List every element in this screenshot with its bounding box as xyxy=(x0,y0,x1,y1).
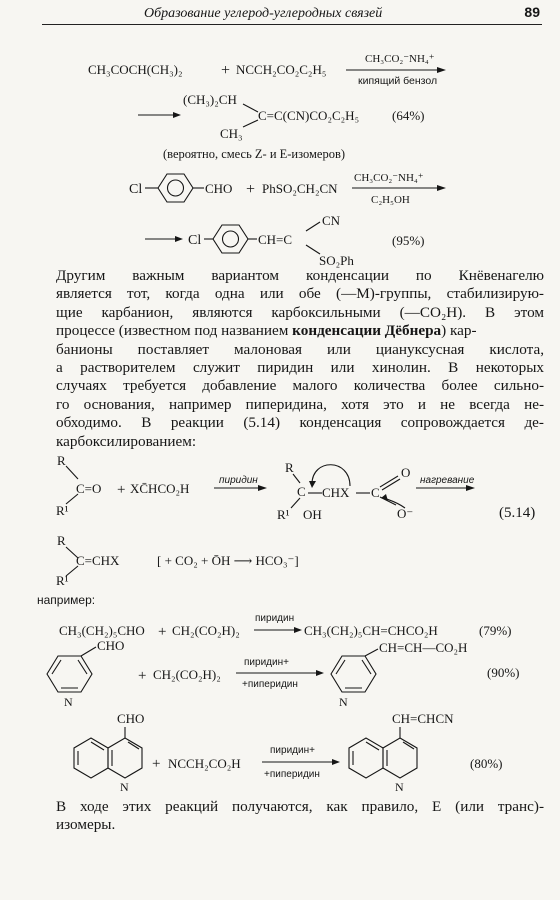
paragraph-line: карбоксилированием: xyxy=(56,432,197,450)
quinoline-nitrogen-product: N xyxy=(395,780,404,794)
quinoline-pyridine-ring xyxy=(108,738,142,778)
malonic-acid: CH₂(CO₂H)₂ xyxy=(172,623,240,638)
paragraph-line: обходимо. В реакции (5.14) конденсация сопровождается де- xyxy=(56,414,544,432)
reaction-scheme-2 xyxy=(0,168,560,268)
hydroxyl: OH xyxy=(303,507,322,522)
plus-sign: + xyxy=(221,62,231,79)
examples-scheme xyxy=(0,605,560,795)
alkene-product: C=CHX xyxy=(76,553,120,568)
r-group: R xyxy=(57,453,66,468)
paragraph-line: В ходе этих реакций получаются, как правило, E (или транс)- xyxy=(56,798,544,815)
plus-sign: + xyxy=(158,624,167,640)
product-methyl: CH₃ xyxy=(220,126,243,141)
vinyl-linkage: CH=C xyxy=(258,232,293,247)
cyanoacetic-acid: NCCH₂CO₂H xyxy=(168,756,241,771)
yield: (95%) xyxy=(392,233,425,248)
arrow-label-pyridine: пиридин xyxy=(219,475,258,486)
reactant-cyanoacetate: NCCH₂CO₂C₂H₅ xyxy=(236,62,327,77)
examples-label: например: xyxy=(37,593,96,607)
paragraph-line: го основания, например пиперидина, хотя это и не всегда не- xyxy=(56,395,544,413)
paragraph-line: является тот, когда одна или обе (—M)-группы, стабилизирую- xyxy=(56,285,544,303)
quinoline-benzene-ring xyxy=(74,738,108,778)
reaction-scheme-1 xyxy=(0,40,560,165)
page-number: 89 xyxy=(524,4,540,20)
arrow-label-heating: нагревание xyxy=(420,475,475,486)
carbonyl-oxygen: O xyxy=(401,465,411,480)
r-group-product: R xyxy=(57,533,66,548)
arrow-label-piperidine: +пиперидин xyxy=(264,769,320,780)
ketone: C=O xyxy=(76,481,102,496)
carboxylate-carbon: C xyxy=(371,485,380,500)
acrylonitrile-chain: CH=CHCN xyxy=(392,711,454,726)
yield: (90%) xyxy=(487,665,520,680)
closing-paragraph xyxy=(56,798,544,835)
doebner-term: конденсации Дёбнера xyxy=(292,322,442,340)
arrow-label-piperidine: +пиперидин xyxy=(242,679,298,690)
condition-label: кипящий бензол xyxy=(358,75,438,87)
plus-sign: + xyxy=(138,668,147,684)
arrow-label-pyridine: пиридин+ xyxy=(244,657,289,668)
paragraph-line: банионы поставляет малоновая или циануксусная кислота, xyxy=(56,340,544,358)
product-alkene: C=C(CN)CO₂C₂H₅ xyxy=(258,108,360,123)
paragraph-line: щие карбанион, являются карбоксильными (—CO₂H). В этом xyxy=(56,303,544,321)
paragraph-line: а растворителем служит пиридин или хинолин. В некоторых xyxy=(56,359,544,377)
sulfonyl-acetonitrile: PhSO₂CH₂CN xyxy=(262,181,338,196)
nitrile-group: CN xyxy=(322,213,341,228)
phenylsulfonyl-group: SO₂Ph xyxy=(319,253,354,268)
carbanion-reagent: XC̄HCO₂H xyxy=(130,481,190,496)
benzene-ring-product xyxy=(213,225,248,253)
arrow-label-pyridine: пиридин xyxy=(255,613,295,624)
nonenoic-acid: CH₃(CH₂)₅CH=CHCO₂H xyxy=(304,623,438,638)
quinoline-benzene-ring-product xyxy=(349,738,383,778)
running-header xyxy=(42,4,542,25)
reactant-ketone: CH₃COCH(CH₃)₂ xyxy=(88,62,183,77)
chloro-label-product: Cl xyxy=(188,233,202,248)
aldehyde-group: CHO xyxy=(117,711,145,726)
pyridine-ring xyxy=(47,656,92,692)
paragraph-line: изомеры. xyxy=(56,816,116,834)
isomer-note: (вероятно, смесь Z- и E-изомеров) xyxy=(163,147,346,161)
yield: (79%) xyxy=(479,623,512,638)
solvent-label: C₂H₅OH xyxy=(371,194,410,206)
heptanal: CH₃(CH₂)₅CHO xyxy=(59,623,145,638)
product-isopropyl: (CH₃)₂CH xyxy=(183,92,237,107)
reagent-ammonium-acetate: CH₃CO₂⁻NH₄⁺ xyxy=(365,53,435,65)
arrow-label-pyridine: пиридин+ xyxy=(270,745,315,756)
aldehyde-group: CHO xyxy=(205,181,233,196)
plus-sign: + xyxy=(246,181,256,198)
quinoline-nitrogen: N xyxy=(120,780,129,794)
r1-group-product: R¹ xyxy=(56,573,69,588)
oxide-anion: O⁻ xyxy=(397,506,414,521)
pyridine-ring-product xyxy=(331,656,376,692)
pyridine-nitrogen: N xyxy=(64,695,73,709)
plus-sign: + xyxy=(152,756,161,772)
yield: (64%) xyxy=(392,108,425,123)
electron-arrow xyxy=(312,465,350,486)
malonic-acid: CH₂(CO₂H)₂ xyxy=(153,667,221,682)
plus-sign: + xyxy=(117,482,126,498)
pyridine-nitrogen-product: N xyxy=(339,695,348,709)
benzene-ring xyxy=(158,174,193,202)
aldehyde-group: CHO xyxy=(97,638,125,653)
paragraph-line: процессе (известном под названием конденсации Дёбнера) кар- xyxy=(56,322,477,340)
quinoline-pyridine-ring-product xyxy=(383,738,417,778)
reagent-ammonium-acetate: CH₃CO₂⁻NH₄⁺ xyxy=(354,172,424,184)
r-group-intermediate: R xyxy=(285,460,294,475)
chapter-title: Образование углерод-углеродных связей xyxy=(144,6,383,21)
yield: (80%) xyxy=(470,756,503,771)
body-paragraph xyxy=(56,267,544,451)
r1-group-intermediate: R¹ xyxy=(277,507,290,522)
chloro-label: Cl xyxy=(129,182,143,197)
r1-group: R¹ xyxy=(56,503,69,518)
paragraph-line: Другим важным вариантом конденсации по Кнёвенагелю xyxy=(56,267,544,284)
byproduct-bracket: [ + CO₂ + ŌH ⟶ HCO₃⁻] xyxy=(157,553,299,568)
acrylic-acid-chain: CH=CH—CO₂H xyxy=(379,640,468,655)
equation-5-14 xyxy=(0,452,560,592)
central-carbon: C xyxy=(297,484,306,499)
equation-number: (5.14) xyxy=(499,505,536,521)
paragraph-line: случаях требуется добавление малого количества более сильно- xyxy=(56,377,544,395)
chx-group: CHX xyxy=(322,485,350,500)
